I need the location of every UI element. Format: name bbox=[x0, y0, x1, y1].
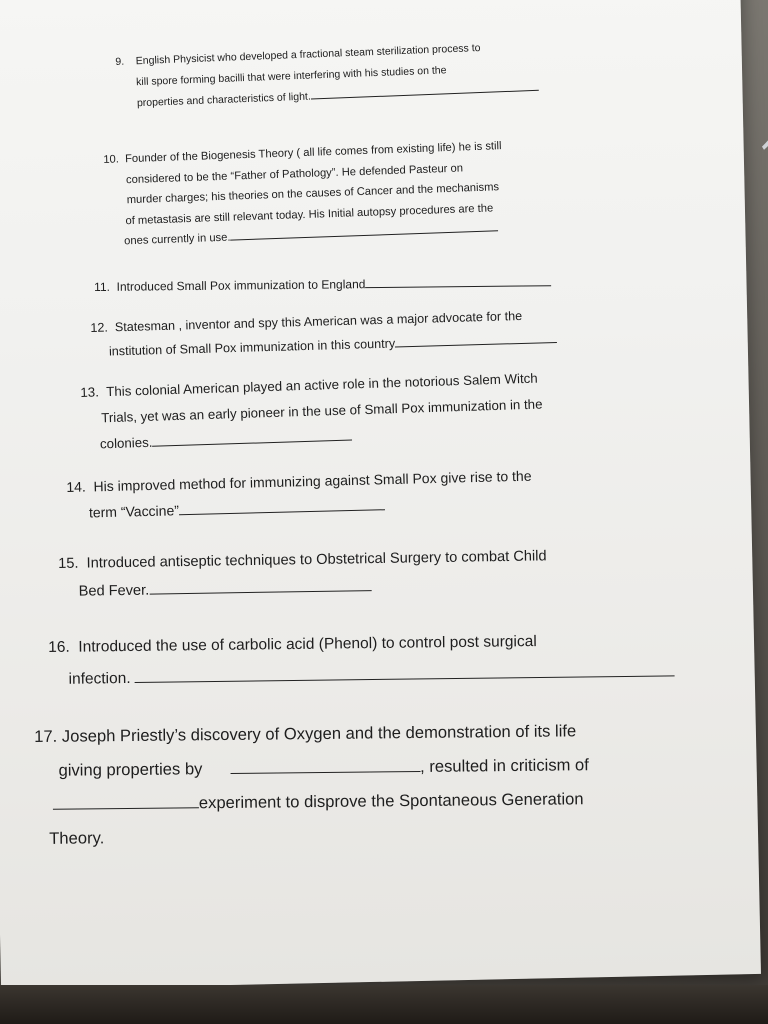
answer-blank[interactable] bbox=[395, 341, 557, 348]
question-number: 15. bbox=[58, 555, 79, 572]
question-text: of metastasis are still relevant today. His Initial autopsy procedures are the bbox=[125, 201, 494, 227]
question-12 bbox=[90, 303, 557, 364]
answer-blank[interactable] bbox=[311, 89, 539, 100]
question-number: 16. bbox=[48, 638, 70, 656]
question-17 bbox=[34, 714, 590, 856]
question-10 bbox=[103, 136, 505, 252]
question-text: considered to be the “Father of Pathology”. He defended Pasteur on bbox=[125, 161, 464, 186]
question-text: Founder of the Biogenesis Theory ( all life comes from existing life) he is still bbox=[124, 140, 502, 166]
answer-blank[interactable] bbox=[230, 770, 420, 774]
question-13 bbox=[80, 366, 544, 458]
answer-blank[interactable] bbox=[53, 806, 199, 810]
question-number: 14. bbox=[66, 478, 86, 495]
question-text: giving properties by bbox=[58, 759, 203, 780]
question-text: infection. bbox=[68, 669, 131, 688]
question-text: properties and characteristics of light. bbox=[136, 90, 312, 110]
question-14 bbox=[66, 463, 532, 526]
question-text: experiment to disprove the Spontaneous Generation bbox=[198, 789, 584, 813]
question-text: murder charges; his theories on the causes of Cancer and the mechanisms bbox=[126, 181, 500, 207]
question-number: 13. bbox=[80, 384, 100, 400]
answer-blank[interactable] bbox=[179, 508, 385, 515]
question-number: 11. bbox=[94, 279, 110, 294]
question-text: Statesman , inventor and spy this American was a major advocate for the bbox=[114, 308, 523, 335]
question-text: Theory. bbox=[49, 828, 105, 848]
question-number: 12. bbox=[90, 320, 109, 335]
question-text: His improved method for immunizing against Small Pox give rise to the bbox=[93, 467, 532, 495]
question-16 bbox=[48, 624, 675, 696]
question-number: 17. bbox=[34, 726, 58, 746]
answer-blank[interactable] bbox=[365, 284, 551, 288]
question-text: , resulted in criticism of bbox=[419, 755, 589, 776]
answer-blank[interactable] bbox=[149, 589, 371, 594]
question-text: kill spore forming bacilli that were interfering with his studies on the bbox=[135, 64, 447, 89]
question-text: Introduced the use of carbolic acid (Phenol) to control post surgical bbox=[78, 633, 537, 656]
question-15 bbox=[58, 542, 547, 606]
question-text: This colonial American played an active role in the notorious Salem Witch bbox=[106, 370, 538, 400]
question-text: term “Vaccine” bbox=[88, 502, 180, 521]
question-text: Joseph Priestly’s discovery of Oxygen and the demonstration of its life bbox=[61, 721, 577, 746]
question-text: Introduced antiseptic techniques to Obstetrical Surgery to combat Child bbox=[86, 548, 547, 572]
question-9 bbox=[115, 36, 539, 115]
question-number: 10. bbox=[103, 153, 120, 166]
question-text: Bed Fever. bbox=[78, 582, 150, 600]
question-text: institution of Small Pox immunization in this country bbox=[108, 336, 396, 359]
answer-blank[interactable] bbox=[153, 438, 353, 446]
question-text: English Physicist who developed a fractional steam sterilization process to bbox=[135, 41, 481, 68]
answer-blank[interactable] bbox=[135, 674, 675, 683]
question-text: Introduced Small Pox immunization to England bbox=[116, 277, 366, 294]
question-number: 9. bbox=[115, 55, 125, 68]
question-text: Trials, yet was an early pioneer in the use of Small Pox immunization in the bbox=[100, 396, 543, 426]
answer-blank[interactable] bbox=[231, 229, 499, 240]
question-text: colonies. bbox=[99, 434, 153, 452]
question-11 bbox=[94, 271, 551, 298]
question-text: ones currently in use. bbox=[123, 231, 231, 248]
